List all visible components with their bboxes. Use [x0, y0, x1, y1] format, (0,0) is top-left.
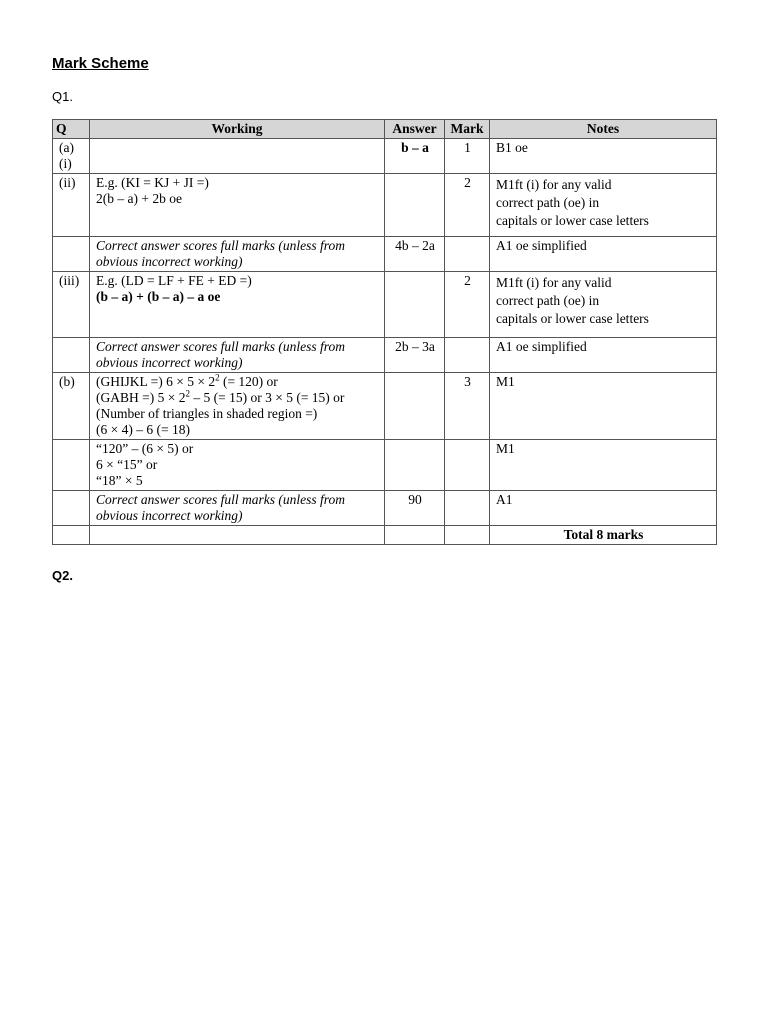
table-row [53, 237, 717, 272]
working-line: (b – a) + (b – a) – a oe [96, 289, 221, 304]
q-cell: (a)(i) [53, 139, 90, 174]
mark-cell [445, 440, 490, 491]
notes-cell: M1 [490, 440, 717, 491]
working-line: (Number of triangles in shaded region =) [96, 406, 318, 421]
working-cell [90, 272, 385, 338]
table-row [53, 139, 717, 174]
answer-cell [385, 440, 445, 491]
working-cell [90, 526, 385, 545]
working-cell [90, 440, 385, 491]
header-mark: Mark [445, 120, 490, 139]
notes-cell: A1 oe simplified [490, 338, 717, 373]
total-marks: Total 8 marks [490, 526, 717, 545]
working-line: obvious incorrect working) [96, 355, 243, 370]
notes-cell: A1 oe simplified [490, 237, 717, 272]
notes-line: M1ft (i) for any valid [496, 177, 612, 192]
answer-cell [385, 373, 445, 440]
working-line: Correct answer scores full marks (unless from [96, 339, 345, 354]
answer-cell: 2b – 3a [385, 338, 445, 373]
q-cell [53, 440, 90, 491]
notes-line: correct path (oe) in [496, 293, 600, 308]
working-line: E.g. (LD = LF + FE + ED =) [96, 273, 252, 288]
working-line: Correct answer scores full marks (unless from [96, 238, 345, 253]
table-row [53, 491, 717, 526]
working-line: E.g. (KI = KJ + JI =) [96, 175, 209, 190]
mark-cell: 2 [445, 174, 490, 237]
page-title: Mark Scheme [52, 55, 149, 72]
q-cell [53, 338, 90, 373]
notes-cell [490, 174, 717, 237]
working-cell [90, 174, 385, 237]
answer-cell: b – a [385, 139, 445, 174]
header-answer: Answer [385, 120, 445, 139]
header-notes: Notes [490, 120, 717, 139]
mark-cell: 3 [445, 373, 490, 440]
mark-scheme-table [52, 119, 717, 545]
question-2-label: Q2. [52, 568, 73, 583]
q-cell: (b) [53, 373, 90, 440]
table-row [53, 338, 717, 373]
working-line: “18” × 5 [96, 473, 143, 488]
working-cell [90, 237, 385, 272]
q-cell: (ii) [53, 174, 90, 237]
working-cell [90, 338, 385, 373]
table-row [53, 373, 717, 440]
notes-line: correct path (oe) in [496, 195, 600, 210]
working-line: (6 × 4) – 6 (= 18) [96, 422, 190, 437]
working-cell [90, 491, 385, 526]
working-line: (GHIJKL =) $6 \times 5 \times 2^2$ (= 120) or [96, 372, 278, 389]
mark-cell [445, 338, 490, 373]
mark-cell: 1 [445, 139, 490, 174]
table-row [53, 272, 717, 338]
q-cell [53, 526, 90, 545]
q-cell: (iii) [53, 272, 90, 338]
q-cell [53, 237, 90, 272]
mark-cell [445, 237, 490, 272]
notes-cell: B1 oe [490, 139, 717, 174]
notes-line: capitals or lower case letters [496, 213, 649, 228]
working-line: (GABH =) $5 \times 2^2 - 5$ (= 15) or 3 × 5 (= 15) or [96, 388, 345, 405]
working-line: 2(b – a) + 2b oe [96, 191, 182, 206]
answer-cell [385, 174, 445, 237]
working-line: “120” – (6 × 5) or [96, 441, 194, 456]
answer-cell [385, 272, 445, 338]
answer-cell: 4b – 2a [385, 237, 445, 272]
notes-cell: M1 [490, 373, 717, 440]
working-line: obvious incorrect working) [96, 508, 243, 523]
question-1-label: Q1. [52, 89, 73, 104]
header-working: Working [90, 120, 385, 139]
table-row [53, 440, 717, 491]
answer-cell [385, 526, 445, 545]
mark-cell [445, 491, 490, 526]
total-row [53, 526, 717, 545]
notes-cell [490, 272, 717, 338]
notes-line: capitals or lower case letters [496, 311, 649, 326]
working-cell [90, 139, 385, 174]
table-header-row [53, 120, 717, 139]
notes-line: M1ft (i) for any valid [496, 275, 612, 290]
working-line: Correct answer scores full marks (unless from [96, 492, 345, 507]
working-line: obvious incorrect working) [96, 254, 243, 269]
header-q: Q [53, 120, 90, 139]
answer-cell: 90 [385, 491, 445, 526]
notes-cell: A1 [490, 491, 717, 526]
mark-cell: 2 [445, 272, 490, 338]
table-row [53, 174, 717, 237]
q-cell [53, 491, 90, 526]
working-line: 6 × “15” or [96, 457, 158, 472]
mark-cell [445, 526, 490, 545]
working-cell [90, 373, 385, 440]
